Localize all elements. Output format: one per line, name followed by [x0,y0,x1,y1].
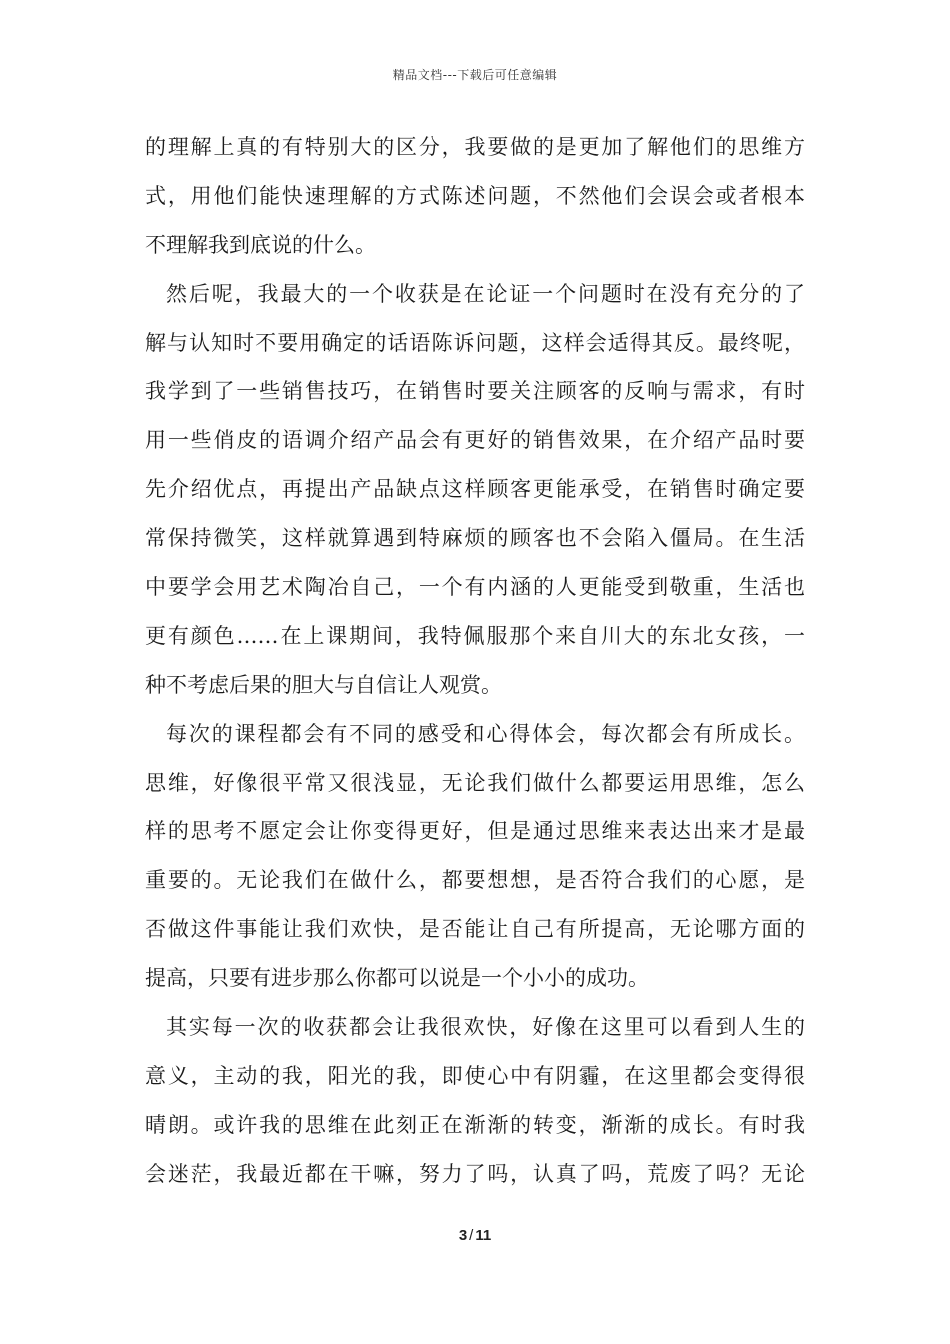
text-line: 晴朗。或许我的思维在此刻正在渐渐的转变，渐渐的成长。有时我 [145,1112,805,1137]
total-page-count: 11 [475,1227,492,1244]
text-line: 样的思考不愿定会让你变得更好，但是通过思维来表达出来才是最 [145,819,805,844]
text-line: 常保持微笑，这样就算遇到特麻烦的顾客也不会陷入僵局。在生活 [145,526,805,551]
text-line: 先介绍优点，再提出产品缺点这样顾客更能承受，在销售时确定要 [145,477,805,502]
text-line: 意义，主动的我，阳光的我，即使心中有阴霾，在这里都会变得很 [145,1063,805,1088]
page-number-separator: / [469,1227,474,1244]
text-line: 不理解我到底说的什么。 [145,232,376,257]
text-line: 解与认知时不要用确定的话语陈诉问题，这样会适得其反。最终呢， [145,330,805,355]
text-line: 其实每一次的收获都会让我很欢快，好像在这里可以看到人生的 [166,1015,805,1040]
text-line: 用一些俏皮的语调介绍产品会有更好的销售效果，在介绍产品时要 [145,428,805,453]
text-line: 重要的。无论我们在做什么，都要想想，是否符合我们的心愿，是 [145,868,805,893]
paragraph [145,123,805,270]
text-line: 更有颜色……在上课期间，我特佩服那个来自川大的东北女孩，一 [145,623,805,648]
text-line: 式，用他们能快速理解的方式陈述问题，不然他们会误会或者根本 [145,183,805,208]
text-line: 会迷茫，我最近都在干嘛，努力了吗，认真了吗，荒废了吗？无论 [145,1161,805,1186]
text-line: 思维，好像很平常又很浅显，无论我们做什么都要运用思维，怎么 [145,770,805,795]
text-line: 种不考虑后果的胆大与自信让人观赏。 [145,672,502,697]
text-line: 否做这件事能让我们欢快，是否能让自己有所提高，无论哪方面的 [145,917,805,942]
text-line: 然后呢，我最大的一个收获是在论证一个问题时在没有充分的了 [166,281,805,306]
text-line: 的理解上真的有特别大的区分，我要做的是更加了解他们的思维方 [145,135,805,159]
paragraph [145,710,805,1003]
text-line: 我学到了一些销售技巧，在销售时要关注顾客的反响与需求，有时 [145,379,805,404]
document-body [145,123,805,1199]
page-number [0,1227,950,1244]
text-line: 每次的课程都会有不同的感受和心得体会，每次都会有所成长。 [166,721,805,746]
paragraph [145,1003,805,1199]
page-header: 精品文档---下载后可任意编辑 [392,68,558,82]
current-page-number: 3 [458,1227,468,1244]
text-line: 中要学会用艺术陶冶自己，一个有内涵的人更能受到敬重，生活也 [145,575,805,600]
paragraph [145,270,805,710]
text-line: 提高，只要有进步那么你都可以说是一个小小的成功。 [145,966,649,991]
